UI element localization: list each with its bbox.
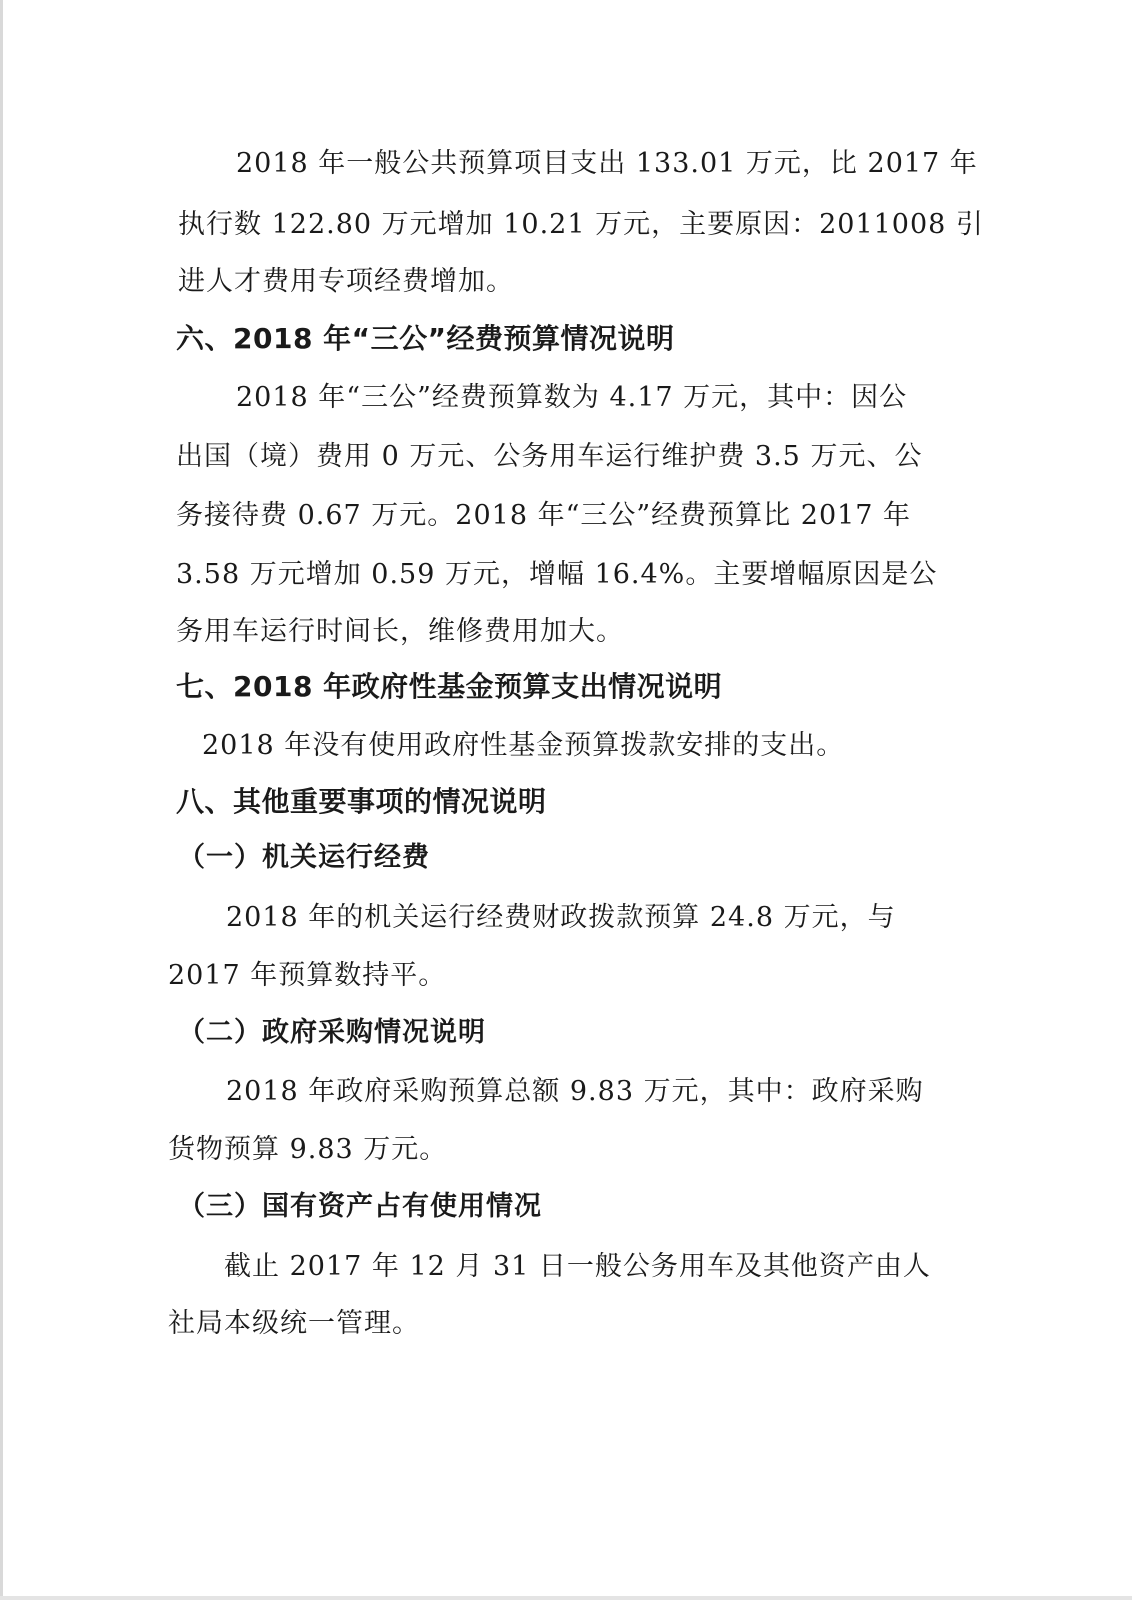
paragraph-line: 货物预算 9.83 万元。 (168, 1134, 448, 1165)
scan-edge-bottom (0, 1596, 1132, 1600)
paragraph-line: 2018 年政府采购预算总额 9.83 万元，其中：政府采购 (226, 1076, 924, 1107)
subsection-heading-2: （二）政府采购情况说明 (178, 1017, 486, 1048)
section-heading-8: 八、其他重要事项的情况说明 (176, 785, 547, 818)
paragraph-line: 2018 年没有使用政府性基金预算拨款安排的支出。 (202, 730, 845, 761)
paragraph-line: 社局本级统一管理。 (168, 1308, 420, 1339)
paragraph-line: 2018 年“三公”经费预算数为 4.17 万元，其中：因公 (236, 382, 908, 413)
paragraph-line: 执行数 122.80 万元增加 10.21 万元，主要原因：2011008 引 (178, 209, 984, 240)
subsection-heading-3: （三）国有资产占有使用情况 (178, 1191, 542, 1222)
paragraph-line: 务接待费 0.67 万元。2018 年“三公”经费预算比 2017 年 (176, 500, 912, 531)
section-heading-6: 六、2018 年“三公”经费预算情况说明 (176, 322, 675, 355)
paragraph-line: 2018 年的机关运行经费财政拨款预算 24.8 万元，与 (226, 902, 896, 933)
subsection-heading-1: （一）机关运行经费 (178, 842, 430, 873)
paragraph-line: 截止 2017 年 12 月 31 日一般公务用车及其他资产由人 (224, 1251, 931, 1282)
paragraph-line: 2017 年预算数持平。 (168, 960, 447, 991)
section-heading-7: 七、2018 年政府性基金预算支出情况说明 (176, 670, 723, 703)
paragraph-line: 务用车运行时间长，维修费用加大。 (176, 616, 624, 647)
scan-edge-left (0, 0, 3, 1600)
paragraph-line: 进人才费用专项经费增加。 (178, 266, 514, 297)
paragraph-line: 3.58 万元增加 0.59 万元，增幅 16.4%。主要增幅原因是公 (176, 559, 938, 590)
paragraph-line: 2018 年一般公共预算项目支出 133.01 万元，比 2017 年 (236, 148, 978, 179)
paragraph-line: 出国（境）费用 0 万元、公务用车运行维护费 3.5 万元、公 (176, 441, 923, 472)
